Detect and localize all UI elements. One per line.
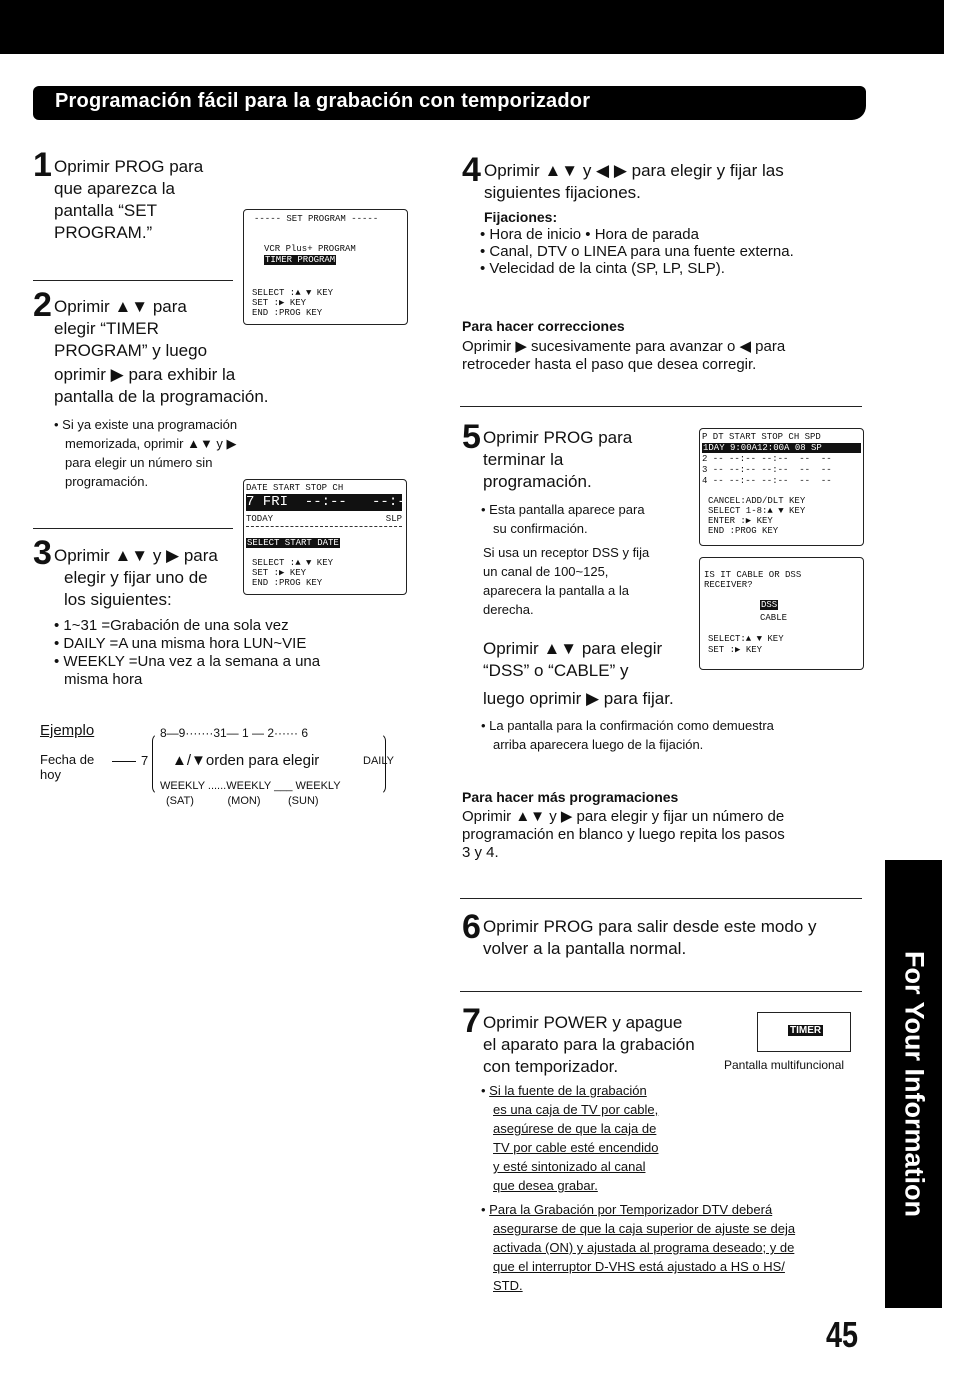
step4-text: Oprimir ▲▼ y ◀ ▶ para elegir y fijar las siguientes fijaciones. bbox=[484, 161, 784, 202]
step7-text: Oprimir POWER y apague el aparato para la grabación con temporizador. bbox=[483, 1013, 695, 1076]
step1-text: Oprimir PROG para que aparezca la pantalla “SET PROGRAM.” bbox=[54, 157, 204, 242]
example-daily: DAILY bbox=[363, 755, 394, 767]
step4-number: 4 bbox=[462, 151, 481, 189]
osd-select-date: DATE START STOP CH 7 FRI --:-- --:-- -- TODAY SLP SELECT START DATE SELECT :▲ ▼ KEY SET :▶ KEY END :PROG KEY bbox=[243, 479, 407, 595]
example-orden: ▲/▼orden para elegir bbox=[172, 752, 320, 769]
step5-text: Oprimir PROG para terminar la programación. bbox=[483, 428, 633, 491]
step2-text: Oprimir ▲▼ para elegir “TIMER PROGRAM” y luego bbox=[54, 297, 208, 360]
correcciones-text: Oprimir ▶ sucesivamente para avanzar o ◀ para retroceder hasta el paso que desea corregir. bbox=[462, 338, 786, 373]
step7-note1: • Si la fuente de la grabación es una caja de TV por cable, asegúrese de que la caja de TV por cable esté encendido y esté sintonizado al canal que desea grabar. bbox=[481, 1083, 659, 1193]
osd-cable-dss: IS IT CABLE OR DSS RECEIVER? DSS CABLE SELECT:▲ ▼ KEY SET :▶ KEY bbox=[699, 557, 864, 670]
divider bbox=[33, 528, 233, 529]
mas-title: Para hacer más programaciones bbox=[462, 789, 679, 805]
fijaciones-title: Fijaciones: bbox=[484, 209, 558, 225]
step2-number: 2 bbox=[33, 286, 52, 324]
fijaciones-list: • Hora de inicio • Hora de parada • Canal, DTV o LINEA para una fuente externa. • Velecidad de la cinta (SP, LP, SLP). bbox=[480, 226, 794, 277]
mas-text: Oprimir ▲▼ y ▶ para elegir y fijar un número de programación en blanco y luego repita los pasos 3 y 4. bbox=[462, 808, 785, 861]
step6-number: 6 bbox=[462, 908, 481, 946]
step1-number: 1 bbox=[33, 146, 52, 184]
step6-text: Oprimir PROG para salir desde este modo y volver a la pantalla normal. bbox=[483, 917, 817, 958]
example-seven: 7 bbox=[141, 753, 149, 768]
divider bbox=[460, 406, 862, 407]
step7-number: 7 bbox=[462, 1002, 481, 1040]
osd-program-list: P DT START STOP CH SPD 1DAY 9:00A12:00A 08 SP 2 -- --:-- --:-- -- -- 3 -- --:-- --:-- -- -- 4 -- --:-- --:-- -- -- CANCEL:ADD/DLT KEY SELECT 1-8:▲ ▼ KEY ENTER :▶ KEY END :PROG KEY bbox=[699, 428, 864, 546]
step3-number: 3 bbox=[33, 534, 52, 572]
correcciones-title: Para hacer correcciones bbox=[462, 318, 625, 334]
page-number: 45 bbox=[826, 1314, 859, 1355]
timer-indicator: TIMER bbox=[790, 1025, 822, 1036]
step5-note2: • La pantalla para la confirmación como demuestra arriba aparecera luego de la fijación. bbox=[481, 718, 774, 752]
divider bbox=[33, 280, 233, 281]
example-label: Ejemplo bbox=[40, 722, 95, 739]
section-title: Programación fácil para la grabación con temporizador bbox=[55, 90, 591, 112]
osd-set-program: ----- SET PROGRAM ----- VCR Plus+ PROGRAM TIMER PROGRAM SELECT :▲ ▼ KEY SET :▶ KEY END :PROG KEY bbox=[243, 209, 408, 325]
side-tab-label: For Your Information bbox=[899, 951, 929, 1217]
step7-note2: • Para la Grabación por Temporizador DTV deberá asegurarse de que la caja superior de ajuste se deja activada (ON) y ajustada al programa deseado; y de que el interruptor D-VHS está ajustado a HS o HS/ STD. bbox=[481, 1202, 796, 1293]
example-sequence: 8—9·······31— 1 — 2······ 6 bbox=[160, 726, 309, 740]
example-weekly: WEEKLY ......WEEKLY ___ WEEKLY bbox=[160, 780, 341, 792]
step2-text-cont: oprimir ▶ para exhibir la pantalla de la programación. bbox=[54, 365, 269, 406]
step3-text: Oprimir ▲▼ y ▶ para elegir y fijar uno de los siguientes: bbox=[54, 546, 218, 609]
example-fecha: Fecha de hoy bbox=[40, 752, 95, 782]
section-title-bar bbox=[33, 86, 866, 120]
example-days: (SAT) (MON) (SUN) bbox=[166, 795, 319, 807]
divider bbox=[460, 991, 862, 992]
dss-text: Si usa un receptor DSS y fija un canal de 100~125, aparecera la pantalla a la derecha. bbox=[483, 545, 650, 617]
step3-options: • 1~31 =Grabación de una sola vez • DAILY =A una misma hora LUN~VIE • WEEKLY =Una vez a la semana a una misma hora bbox=[54, 617, 320, 689]
top-black-bar bbox=[0, 0, 944, 54]
dss-operation: Oprimir ▲▼ para elegir “DSS” o “CABLE” y luego oprimir ▶ para fijar. bbox=[483, 639, 674, 708]
step5-note: • Esta pantalla aparece para su confirmación. bbox=[481, 502, 645, 536]
divider bbox=[460, 898, 862, 899]
step5-number: 5 bbox=[462, 418, 481, 456]
multifunction-display bbox=[757, 1012, 851, 1052]
example-arrow-line bbox=[112, 761, 136, 762]
step2-note: • Si ya existe una programación memorizada, oprimir ▲▼ y ▶ para elegir un número sin programación. bbox=[54, 417, 238, 489]
side-tab bbox=[885, 860, 942, 1308]
display-caption: Pantalla multifuncional bbox=[724, 1058, 845, 1072]
